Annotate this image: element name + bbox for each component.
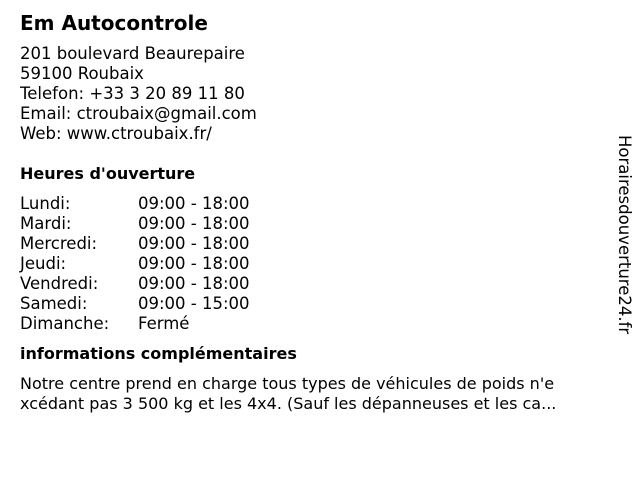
day-label: Samedi: bbox=[20, 294, 88, 313]
opening-hours-heading: Heures d'ouverture bbox=[20, 164, 196, 183]
day-label: Lundi: bbox=[20, 194, 71, 213]
day-label: Vendredi: bbox=[20, 274, 99, 293]
hours-row-thursday bbox=[20, 254, 610, 274]
hours-row-saturday bbox=[20, 294, 610, 314]
time-value: 09:00 - 15:00 bbox=[138, 294, 250, 313]
day-label: Jeudi: bbox=[20, 254, 67, 273]
website-link[interactable]: Web: www.ctroubaix.fr/ bbox=[20, 124, 212, 143]
hours-row-friday bbox=[20, 274, 610, 294]
time-value: 09:00 - 18:00 bbox=[138, 274, 250, 293]
additional-info-line: xcédant pas 3 500 kg et les 4x4. (Sauf les dépanneuses et les ca... bbox=[20, 394, 557, 413]
address-city: 59100 Roubaix bbox=[20, 64, 144, 83]
day-label: Dimanche: bbox=[20, 314, 110, 333]
additional-info-heading: informations complémentaires bbox=[20, 344, 297, 363]
day-label: Mercredi: bbox=[20, 234, 98, 253]
additional-info-line: Notre centre prend en charge tous types de véhicules de poids n'e bbox=[20, 374, 555, 393]
site-watermark: Horairesdouverture24.fr bbox=[615, 135, 634, 335]
time-value: 09:00 - 18:00 bbox=[138, 214, 250, 233]
contact-details bbox=[20, 44, 610, 144]
time-value: 09:00 - 18:00 bbox=[138, 194, 250, 213]
additional-info-text bbox=[20, 374, 610, 414]
address-street: 201 boulevard Beaurepaire bbox=[20, 44, 245, 63]
business-card bbox=[20, 10, 610, 414]
time-value: 09:00 - 18:00 bbox=[138, 234, 250, 253]
time-value: Fermé bbox=[138, 314, 190, 333]
hours-row-tuesday bbox=[20, 214, 610, 234]
email-address[interactable]: Email: ctroubaix@gmail.com bbox=[20, 104, 257, 123]
hours-row-monday bbox=[20, 194, 610, 214]
opening-hours-table bbox=[20, 194, 610, 334]
day-label: Mardi: bbox=[20, 214, 72, 233]
phone-number[interactable]: Telefon: +33 3 20 89 11 80 bbox=[20, 84, 245, 103]
business-name: Em Autocontrole bbox=[20, 11, 208, 35]
hours-row-sunday bbox=[20, 314, 610, 334]
hours-row-wednesday bbox=[20, 234, 610, 254]
time-value: 09:00 - 18:00 bbox=[138, 254, 250, 273]
